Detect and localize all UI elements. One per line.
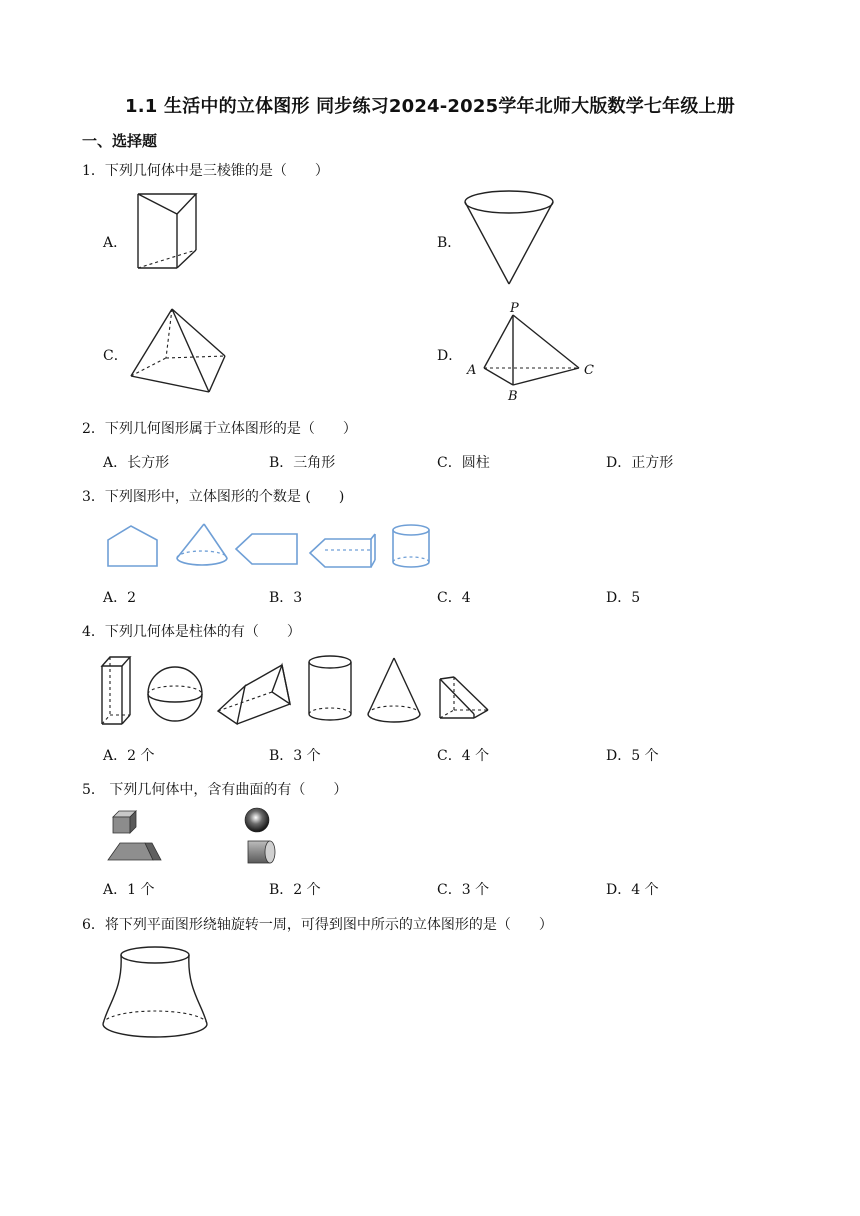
question-5-stem: 5． 下列几何体中，含有曲面的有（ ）: [82, 782, 348, 798]
q2-option-c: C．圆柱: [437, 455, 490, 471]
vertex-label-a: A: [467, 363, 477, 378]
tetrahedron-pabc-figure: [462, 298, 602, 406]
vertex-label-b: B: [508, 389, 518, 404]
cone-figure: [463, 190, 555, 286]
question-2-stem: 2．下列几何图形属于立体图形的是（ ）: [82, 421, 357, 437]
vertex-label-c: C: [584, 363, 594, 378]
q4-option-a: A．2 个: [103, 748, 155, 764]
square-pyramid-figure: [128, 305, 228, 395]
section-heading: 一、选择题: [82, 132, 158, 150]
question-6-stem: 6．将下列平面图形绕轴旋转一周，可得到图中所示的立体图形的是（ ）: [82, 917, 553, 933]
q1-option-b: B．: [437, 235, 462, 251]
page-title: 1.1 生活中的立体图形 同步练习2024-2025学年北师大版数学七年级上册: [125, 96, 735, 117]
q5-solids-figure: [105, 808, 285, 868]
q3-option-b: B．3: [269, 590, 303, 606]
q1-option-a: A．: [103, 235, 128, 251]
q1-option-d: D．: [437, 348, 463, 364]
q5-option-a: A．1 个: [103, 882, 155, 898]
q3-option-c: C．4: [437, 590, 471, 606]
q3-option-d: D．5: [606, 590, 641, 606]
q2-option-d: D．正方形: [606, 455, 674, 471]
q1-option-c: C．: [103, 348, 128, 364]
q3-shapes-figure: [105, 520, 435, 570]
q5-option-b: B．2 个: [269, 882, 321, 898]
question-4-stem: 4．下列几何体是柱体的有（ ）: [82, 624, 301, 640]
q4-option-b: B．3 个: [269, 748, 321, 764]
q4-option-d: D．5 个: [606, 748, 659, 764]
question-3-stem: 3．下列图形中，立体图形的个数是 ( ): [82, 489, 345, 505]
q5-option-c: C．3 个: [437, 882, 490, 898]
q4-option-c: C．4 个: [437, 748, 490, 764]
q2-option-b: B．三角形: [269, 455, 336, 471]
triangular-prism-figure: [130, 190, 200, 270]
question-1-stem: 1．下列几何体中是三棱锥的是（ ）: [82, 163, 329, 179]
q6-revolution-solid-figure: [100, 944, 210, 1040]
q4-solids-figure: [100, 652, 492, 732]
q2-option-a: A．长方形: [103, 455, 170, 471]
q5-option-d: D．4 个: [606, 882, 659, 898]
q3-option-a: A．2: [103, 590, 137, 606]
vertex-label-p: P: [510, 301, 519, 316]
